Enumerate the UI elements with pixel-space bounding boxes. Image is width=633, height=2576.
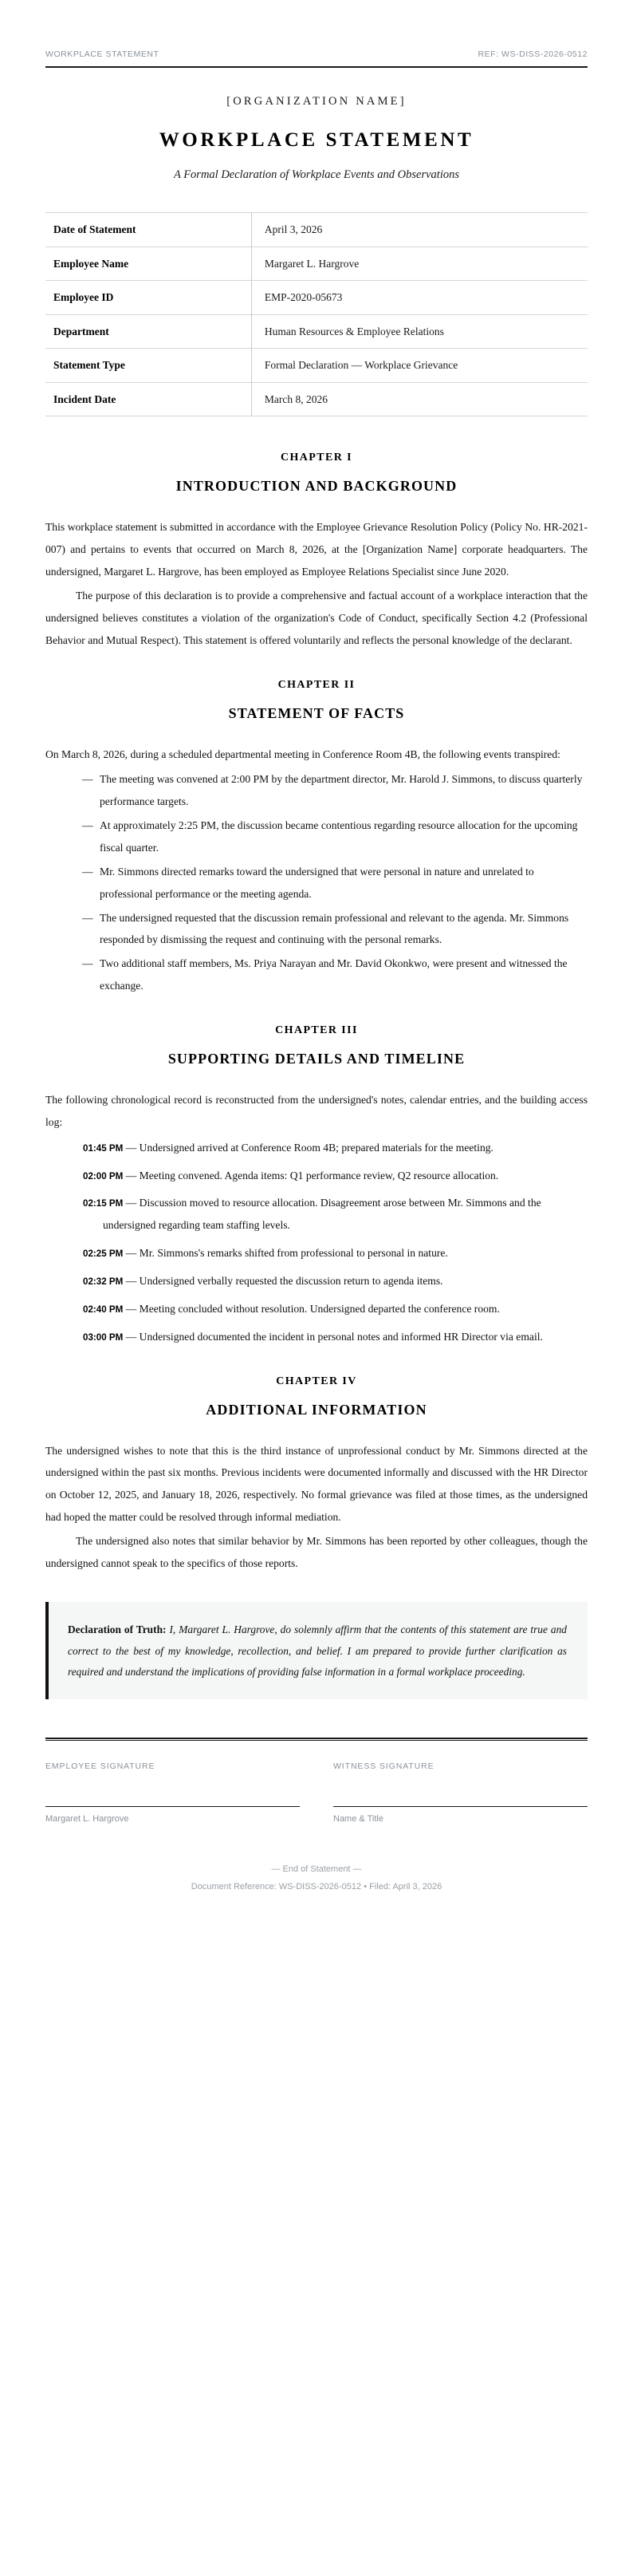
table-row [45, 281, 588, 315]
timeline-text: Discussion moved to resource allocation. Disagreement arose between Mr. Simmons and the undersigned regarding team staffing levels. [103, 1197, 541, 1232]
witness-signature-heading: WITNESS SIGNATURE [333, 1761, 434, 1772]
chapter-two-number: CHAPTER II [277, 678, 356, 691]
chapter-four-number: CHAPTER IV [276, 1375, 357, 1387]
chapter-one-title: INTRODUCTION AND BACKGROUND [175, 478, 458, 495]
timeline-entry [45, 1326, 588, 1348]
document-footer [45, 1860, 588, 1896]
timeline-time: 02:25 PM [83, 1249, 124, 1260]
dash-marker: — [82, 819, 93, 832]
declaration-of-truth-callout [45, 1602, 588, 1699]
chapter-two-title: STATEMENT OF FACTS [228, 704, 405, 721]
witness-signature-name: Name & Title [333, 1814, 383, 1825]
chapter-three-intro: The following chronological record is reconstructed from the undersigned's notes, calendar entries, and the building access log: [45, 1093, 588, 1128]
dash-marker: — [82, 865, 93, 878]
list-item [45, 861, 588, 905]
timeline-separator: — [125, 1197, 137, 1209]
list-item-text: At approximately 2:25 PM, the discussion became contentious regarding resource allocation for the upcoming fiscal quarter. [100, 819, 578, 854]
list-item-text: Mr. Simmons directed remarks toward the undersigned that were personal in nature and unrelated to professional performance or the meeting agenda. [100, 865, 534, 900]
chapter-two-intro: On March 8, 2026, during a scheduled departmental meeting in Conference Room 4B, the following events transpired: [45, 748, 560, 760]
statement-of-facts-list [45, 768, 588, 997]
timeline-separator: — [125, 1141, 137, 1154]
list-item-text: Two additional staff members, Ms. Priya Narayan and Mr. David Okonkwo, were present and witnessed the exchange. [100, 957, 568, 992]
timeline-time: 02:15 PM [83, 1198, 124, 1209]
table-row [45, 213, 588, 247]
meta-label: Employee ID [45, 281, 251, 315]
table-row [45, 349, 588, 383]
timeline-text: Undersigned arrived at Conference Room 4B; prepared materials for the meeting. [139, 1141, 493, 1154]
timeline-list [45, 1137, 588, 1348]
meta-label: Incident Date [45, 382, 251, 416]
signature-divider [45, 1738, 588, 1741]
meta-value: Margaret L. Hargrove [264, 257, 360, 270]
timeline-separator: — [125, 1247, 137, 1260]
timeline-text: Mr. Simmons's remarks shifted from professional to personal in nature. [139, 1247, 448, 1260]
timeline-time: 02:00 PM [83, 1170, 124, 1181]
meta-label: Employee Name [45, 247, 251, 281]
timeline-entry [45, 1192, 588, 1237]
meta-value: EMP-2020-05673 [264, 291, 343, 304]
chapter-one-paragraph-1: This workplace statement is submitted in accordance with the Employee Grievance Resolution Policy (Policy No. HR-2021-007) and pertains to events that occurred on March 8, 2026, at the [Organization Name] corporate headquarters. The undersigned, Margaret L. Hargrove, has been employed as Employee Relations Specialist since June 2020. [45, 521, 588, 578]
meta-value: March 8, 2026 [264, 393, 328, 405]
declaration-text: I, Margaret L. Hargrove, do solemnly affirm that the contents of this statement are true and correct to the best of my knowledge, recollection, and belief. I am prepared to provide further clarification as required and understand the implications of providing false information in a formal workplace proceeding. [68, 1623, 567, 1679]
signature-block [45, 1761, 588, 1824]
table-row [45, 314, 588, 349]
metadata-table [45, 212, 588, 416]
timeline-entry [45, 1298, 588, 1320]
list-item [45, 953, 588, 997]
meta-value: Human Resources & Employee Relations [264, 325, 444, 337]
chapter-one-paragraph-2: The purpose of this declaration is to provide a comprehensive and factual account of a workplace interaction that the undersigned believes constitutes a violation of the organization's Code of Conduct, specifically Section 4.2 (Professional Behavior and Mutual Respect). This statement is offered voluntarily and reflects the personal knowledge of the declarant. [45, 589, 588, 646]
witness-signature-column [333, 1761, 588, 1824]
running-head-reference: REF: WS-DISS-2026-0512 [478, 49, 588, 59]
chapter-three-number: CHAPTER III [275, 1024, 358, 1036]
timeline-time: 03:00 PM [83, 1331, 124, 1343]
employee-signature-column [45, 1761, 300, 1824]
footer-reference: Document Reference: WS-DISS-2026-0512 • Filed: April 3, 2026 [191, 1882, 442, 1892]
employee-signature-heading: EMPLOYEE SIGNATURE [45, 1761, 155, 1772]
timeline-entry [45, 1270, 588, 1292]
chapter-three-title: SUPPORTING DETAILS AND TIMELINE [167, 1050, 466, 1067]
timeline-separator: — [125, 1302, 137, 1315]
chapter-four-title: ADDITIONAL INFORMATION [206, 1401, 427, 1418]
timeline-entry [45, 1242, 588, 1264]
header-rule [45, 66, 588, 68]
declaration-paragraph [68, 1619, 567, 1683]
list-item-text: The undersigned requested that the discussion remain professional and relevant to the agenda. Mr. Simmons responded by dismissing the request and continuing with the personal remarks. [100, 911, 569, 946]
table-row [45, 382, 588, 416]
declaration-label: Declaration of Truth: [68, 1623, 167, 1635]
timeline-time: 02:40 PM [83, 1304, 124, 1315]
meta-label: Date of Statement [45, 213, 251, 247]
end-of-statement-marker: — End of Statement — [271, 1864, 362, 1875]
timeline-entry [45, 1165, 588, 1187]
employee-signature-line[interactable] [45, 1806, 300, 1807]
chapter-four-paragraph-1: The undersigned wishes to note that this is the third instance of unprofessional conduct by Mr. Simmons directed at the undersigned within the past six months. Previous incidents were documented informally and discussed with the HR Director on October 12, 2025, and January 18, 2026, respectively. No formal grievance was filed at those times, as the undersigned had hoped the matter could be resolved through informal mediation. [45, 1444, 588, 1524]
employee-signature-name: Margaret L. Hargrove [45, 1814, 129, 1825]
running-head-left: WORKPLACE STATEMENT [45, 49, 159, 59]
meta-label: Department [45, 314, 251, 349]
timeline-separator: — [125, 1330, 137, 1343]
dash-marker: — [82, 773, 93, 786]
document-subtitle: A Formal Declaration of Workplace Events and Observations [173, 168, 460, 181]
timeline-separator: — [125, 1169, 137, 1181]
document-title: WORKPLACE STATEMENT [159, 129, 474, 151]
list-item [45, 907, 588, 952]
witness-signature-line[interactable] [333, 1806, 588, 1807]
timeline-text: Undersigned documented the incident in personal notes and informed HR Director via email. [139, 1330, 543, 1343]
timeline-text: Undersigned verbally requested the discussion return to agenda items. [139, 1275, 443, 1287]
timeline-separator: — [125, 1275, 137, 1287]
table-row [45, 247, 588, 281]
timeline-time: 02:32 PM [83, 1276, 124, 1287]
running-head [45, 49, 588, 66]
list-item [45, 815, 588, 859]
chapter-one-number: CHAPTER I [281, 452, 352, 464]
dash-marker: — [82, 957, 93, 970]
timeline-text: Meeting concluded without resolution. Undersigned departed the conference room. [139, 1302, 500, 1315]
list-item-text: The meeting was convened at 2:00 PM by the department director, Mr. Harold J. Simmons, to discuss quarterly performance targets. [100, 773, 583, 808]
timeline-time: 01:45 PM [83, 1142, 124, 1154]
meta-label: Statement Type [45, 349, 251, 383]
meta-value: Formal Declaration — Workplace Grievance [264, 359, 458, 372]
chapter-four-paragraph-2: The undersigned also notes that similar behavior by Mr. Simmons has been reported by other colleagues, though the undersigned cannot speak to the specifics of those reports. [45, 1535, 588, 1569]
timeline-text: Meeting convened. Agenda items: Q1 performance review, Q2 resource allocation. [139, 1169, 499, 1181]
organization-name: [ORGANIZATION NAME] [226, 95, 407, 108]
meta-value: April 3, 2026 [264, 223, 323, 235]
timeline-entry [45, 1137, 588, 1159]
dash-marker: — [82, 911, 93, 924]
list-item [45, 768, 588, 813]
